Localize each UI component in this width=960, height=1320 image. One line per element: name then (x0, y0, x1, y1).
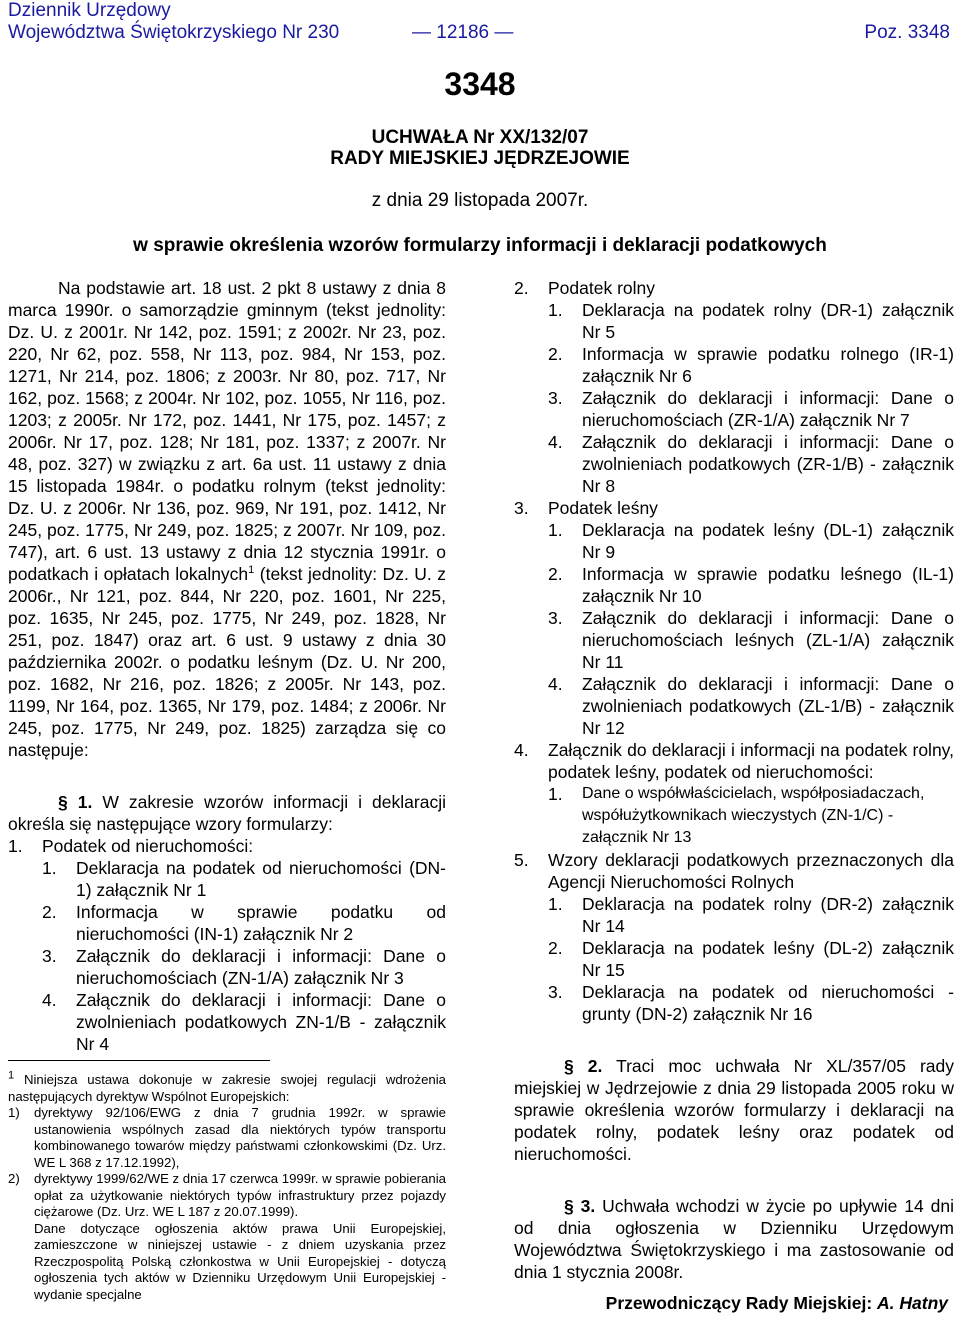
section-2: § 2. Traci moc uchwała Nr XL/357/05 rady miejskiej w Jędrzejowie z dnia 29 listopada 2005 roku w sprawie określenia wzorów formularzy i deklaracji na podatek rolny, podatek leśny oraz podatek od nieruchomości. (514, 1056, 954, 1164)
page-header (8, 0, 339, 44)
footnote-ref: 1 (248, 564, 255, 577)
list-item: 1. Deklaracja na podatek rolny (DR-1) załącznik Nr 5 (548, 300, 954, 342)
footnote-divider (8, 1060, 270, 1061)
left-column (8, 277, 446, 1055)
list-item: 2. Informacja w sprawie podatku rolnego (IR-1) załącznik Nr 6 (548, 344, 954, 386)
footnote-item: 1) dyrektywy 92/106/EWG z dnia 7 grudnia 1992r. w sprawie ustanowienia wspólnych zasad dla niektórych typów transportu kombinowanego towarów między państwami członkowskimi (Dz. Urz. WE L 368 z 17.12.1992), (8, 1105, 446, 1170)
list-item: 2. Informacja w sprawie podatku leśnego (IL-1) załącznik Nr 10 (548, 564, 954, 606)
signature-label: Przewodniczący Rady Miejskiej: (605, 1293, 878, 1313)
group-3: 3. Podatek leśny (514, 498, 658, 518)
list-item: 3. Załącznik do deklaracji i informacji: Dane o nieruchomościach (ZR-1/A) załącznik Nr 7 (548, 388, 954, 430)
group-4: 4. Załącznik do deklaracji i informacji na podatek rolny, podatek leśny, podatek od nieruchomości: (514, 740, 954, 782)
list-item: 1. Dane o współwłaścicielach, współposiadaczach, współużytkownikach wieczystych (ZN-1/C) - załącznik Nr 13 (548, 784, 925, 846)
list-item: 3. Załącznik do deklaracji i informacji: Dane o nieruchomościach leśnych (ZL-1/A) załącznik Nr 11 (548, 608, 954, 672)
signature-line (606, 1293, 948, 1314)
group-1: 1. Podatek od nieruchomości: (8, 836, 254, 856)
council-name: RADY MIEJSKIEJ JĘDRZEJOWIE (330, 148, 630, 169)
footnote (8, 1069, 446, 1303)
position-number: Poz. 3348 (864, 22, 950, 43)
section-3: § 3. Uchwała wchodzi w życie po upływie 14 dni od dnia ogłoszenia w Dzienniku Urzędowym Województwa Świętokrzyskiego i ma zastosowanie od dnia 1 stycznia 2008r. (514, 1196, 954, 1282)
journal-voivodeship: Województwa Świętokrzyskiego Nr 230 (8, 22, 340, 43)
section-mark: § 1. (58, 792, 93, 812)
preamble: Na podstawie art. 18 ust. 2 pkt 8 ustawy z dnia 8 marca 1990r. o samorządzie gminnym (tekst jednolity: Dz. U. z 2001r. Nr 142, poz. 1591; z 2002r. Nr 23, poz. 220, Nr 62, poz. 558, Nr 113, poz. 984, Nr 153, poz. 1271, Nr 214, poz. 1806; z 2003r. Nr 80, poz. 717, Nr 162, poz. 1568; z 2004r. Nr 102, poz. 1055, Nr 116, poz. 1203; z 2005r. Nr 172, poz. 1441, Nr 175, poz. 1457; z 2006r. Nr 17, poz. 128; Nr 181, poz. 1337; z 2007r. Nr 48, poz. 327) w związku z art. 6a ust. 11 ustawy z dnia 15 listopada 1984r. o podatku rolnym (tekst jednolity: Dz. U. z 2006r. Nr 136, poz. 969, Nr 191, poz. 1412, Nr 245, poz. 1775, Nr 249, poz. 1825; z 2007r. Nr 109, poz. 747), art. 6 ust. 13 ustawy z dnia 12 stycznia 1991r. o podatkach i opłatach lokalnych$^1$ (tekst jednolity: Dz. U. z 2006r., Nr 121, poz. 844, Nr 220, poz. 1601, Nr 225, poz. 1635, Nr 245, poz. 1775, Nr 249, poz. 1828, Nr 251, poz. 1847) oraz art. 6 ust. 9 ustawy z dnia 30 października 2002r. o podatku leśnym (Dz. U. Nr 200, poz. 1682, Nr 216, poz. 1826; z 2005r. Nr 143, poz. 1199, Nr 164, poz. 1365, Nr 179, poz. 1484; z 2006r. Nr 245, poz. 1775, Nr 249, poz. 1825) zarządza się co następuje: (8, 278, 446, 760)
footnote-intro: $^1$ Niniejsza ustawa dokonuje w zakresie swojej regulacji wdrożenia następujących dyrektyw Wspólnot Europejskich: (8, 1069, 446, 1104)
list-item: 1. Deklaracja na podatek rolny (DR-2) załącznik Nr 14 (548, 894, 954, 936)
section-1: § 1. W zakresie wzorów informacji i deklaracji określa się następujące wzory formularzy: (8, 792, 446, 834)
list-item: 2. Informacja w sprawie podatku od nieruchomości (IN-1) załącznik Nr 2 (42, 902, 446, 944)
footnote-item: 2) dyrektywy 1999/62/WE z dnia 17 czerwca 1999r. w sprawie pobierania opłat za użytkowanie niektórych typów infrastruktury przez pojazdy ciężarowe (Dz. Urz. WE L 187 z 20.07.1999). (8, 1171, 446, 1219)
list-item: 4. Załącznik do deklaracji i informacji: Dane o zwolnieniach podatkowych (ZL-1/B) - załącznik Nr 12 (548, 674, 954, 738)
resolution-subject: w sprawie określenia wzorów formularzy informacji i deklaracji podatkowych (133, 235, 827, 256)
list-item: 1. Deklaracja na podatek leśny (DL-1) załącznik Nr 9 (548, 520, 954, 562)
journal-title: Dziennik Urzędowy (8, 0, 171, 21)
section-mark: § 2. (564, 1056, 603, 1076)
group-2: 2. Podatek rolny (514, 278, 656, 298)
document-number: 3348 (444, 66, 516, 102)
page-number: — 12186 — (412, 22, 514, 43)
list-item: 4. Załącznik do deklaracji i informacji: Dane o zwolnieniach podatkowych (ZR-1/B) - załącznik Nr 8 (548, 432, 954, 496)
list-item: 1. Deklaracja na podatek od nieruchomości (DN-1) załącznik Nr 1 (42, 858, 446, 900)
right-column (514, 277, 954, 1283)
list-item: 2. Deklaracja na podatek leśny (DL-2) załącznik Nr 15 (548, 938, 954, 980)
list-item: 3. Załącznik do deklaracji i informacji: Dane o nieruchomościach (ZN-1/A) załącznik Nr 3 (42, 946, 446, 988)
group-5: 5. Wzory deklaracji podatkowych przeznaczonych dla Agencji Nieruchomości Rolnych (514, 850, 954, 892)
signature-name: A. Hatny (877, 1293, 948, 1313)
list-item: 3. Deklaracja na podatek od nieruchomości - grunty (DN-2) załącznik Nr 16 (548, 982, 954, 1024)
list-item: 4. Załącznik do deklaracji i informacji: Dane o zwolnieniach podatkowych ZN-1/B - załącznik Nr 4 (42, 990, 446, 1054)
resolution-date: z dnia 29 listopada 2007r. (371, 190, 589, 211)
footnote-tail: Dane dotyczące ogłoszenia aktów prawa Unii Europejskiej, zamieszczone w niniejszej ustawie - z dniem uzyskania przez Rzeczpospolitą Polską członkostwa w Unii Europejskiej - dotyczą ogłoszenia tych aktów w Dzienniku Urzędowym Unii Europejskiej - wydanie specjalne (34, 1220, 446, 1302)
section-mark: § 3. (564, 1196, 596, 1216)
resolution-title: UCHWAŁA Nr XX/132/07 (371, 127, 589, 148)
